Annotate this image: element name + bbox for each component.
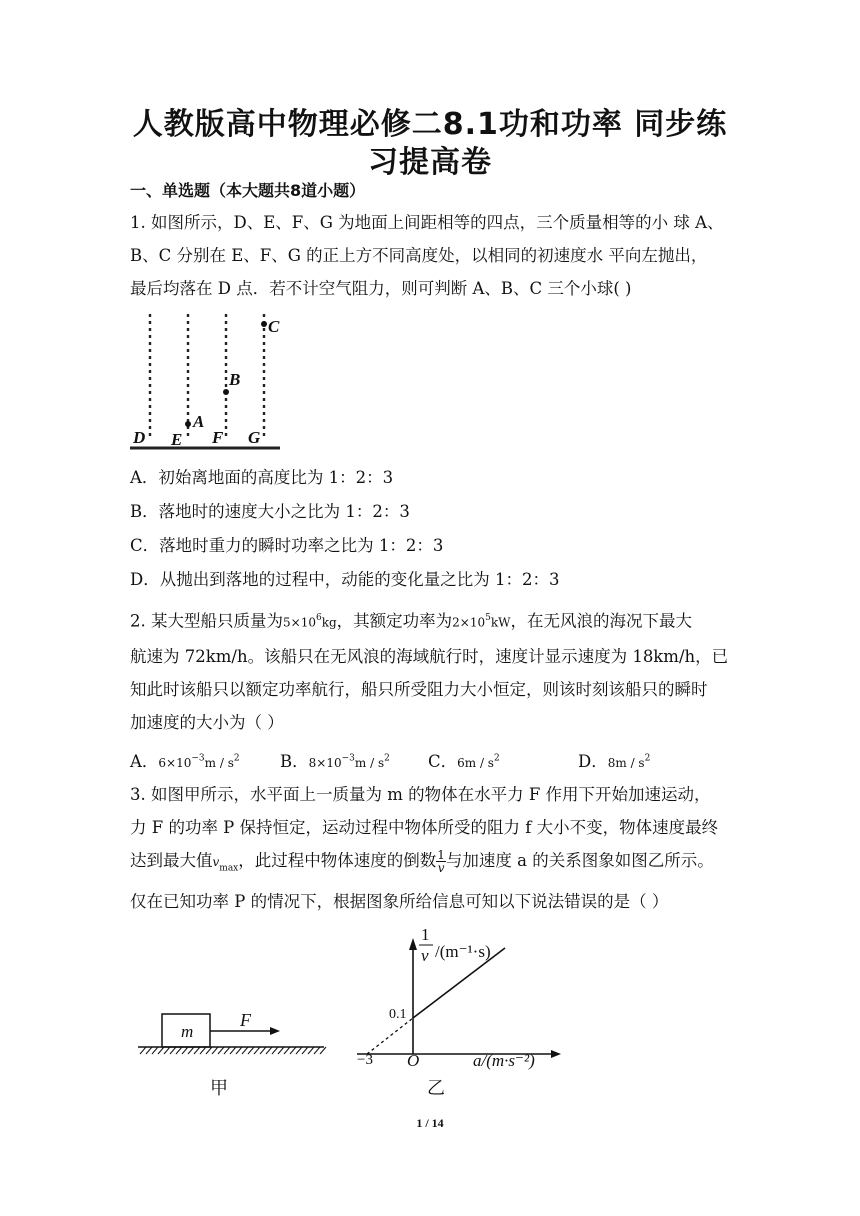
ball-c xyxy=(261,321,267,327)
q1-option-a: A．初始离地面的高度比为 1：2：3 xyxy=(130,468,394,487)
label-g: G xyxy=(248,428,261,447)
label-a: A xyxy=(193,412,205,431)
document-title xyxy=(130,106,730,182)
x-axis-label: a/(m·s⁻²) xyxy=(473,1051,535,1070)
caption-yi: 乙 xyxy=(427,1078,445,1098)
svg-text:/(m⁻¹·s): /(m⁻¹·s) xyxy=(435,942,491,961)
q1-option-b: B．落地时的速度大小之比为 1：2：3 xyxy=(130,502,410,521)
label-d: D xyxy=(133,428,146,447)
svg-text:1: 1 xyxy=(421,926,430,944)
y-intercept-label: 0.1 xyxy=(389,1007,407,1022)
q1-line-2: B、C 分别在 E、F、G 的正上方不同高度处，以相同的初速度水 平向左抛出， xyxy=(130,246,708,265)
q3-line-3: 达到最大值$v_{max}$，此过程中物体速度的倒数 $\frac{1}{v}$与加速度 a 的关系图象如图乙所示。 xyxy=(130,848,714,875)
label-e: E xyxy=(171,430,183,449)
q1-line-3: 最后均落在 D 点．若不计空气阻力，则可判断 A、B、C 三个小球( ) xyxy=(130,279,632,298)
q3-line-2: 力 F 的功率 P 保持恒定，运动过程中物体所受的阻力 f 大小不变，物体速度最终 xyxy=(130,818,719,837)
q1-option-c: C．落地时重力的瞬时功率之比为 1：2：3 xyxy=(130,536,444,555)
svg-text:m: m xyxy=(181,1022,194,1041)
inverse-v-fraction: $\frac{1}{v}$ xyxy=(437,848,445,875)
graph-extension xyxy=(367,1018,413,1054)
q2-line-4: 加速度的大小为（ ） xyxy=(130,712,284,732)
svg-text:O: O xyxy=(407,1051,420,1070)
figure-yi xyxy=(345,926,585,1102)
label-f: F xyxy=(212,428,224,447)
title-line-1: 人教版高中物理必修二8.1功和功率 同步练 xyxy=(132,107,728,142)
label-c: C xyxy=(268,317,280,336)
ball-a xyxy=(185,421,191,427)
question-3-text xyxy=(130,778,730,918)
question-1-text xyxy=(130,206,730,305)
q3-line-1: 3. 如图甲所示，水平面上一质量为 m 的物体在水平力 F 作用下开始加速运动， xyxy=(130,785,711,804)
q2-line-1: 2. 某大型船只质量为$5\times 10^6kg$，其额定功率为$2\times 10^5kW$，在无风浪的海况下最大 xyxy=(130,611,692,631)
caption-jia: 甲 xyxy=(210,1078,228,1098)
question-2-text xyxy=(130,602,730,739)
q2-line-2: 航速为 72km/h。该船只在无风浪的海域航行时，速度计显示速度为 18km/h，已 xyxy=(130,646,729,666)
q1-line-1: 1. 如图所示，D、E、F、G 为地面上间距相等的四点，三个质量相等的小 球 A、 xyxy=(130,213,724,232)
q3-line-4: 仅在已知功率 P 的情况下，根据图象所给信息可知以下说法错误的是（ ） xyxy=(130,892,669,912)
q1-option-d: D．从抛出到落地的过程中，动能的变化量之比为 1：2：3 xyxy=(130,570,560,589)
svg-text:v: v xyxy=(421,946,429,965)
figure-jia xyxy=(130,1004,330,1100)
q2-option-b: B．$8\times 10^{-3}m / s^2$ xyxy=(280,752,390,771)
title-line-2: 习提高卷 xyxy=(368,145,492,180)
q2-option-c: C．$6m / s^2$ xyxy=(428,752,500,771)
x-intercept-label: −3 xyxy=(357,1052,373,1068)
q1-figure xyxy=(130,310,290,452)
page-number: 1 / 14 xyxy=(416,1116,444,1130)
q2-option-a: A．$6\times 10^{-3}m / s^2$ xyxy=(130,752,240,771)
q2-option-d: D．$8m / s^2$ xyxy=(578,752,651,771)
svg-text:F: F xyxy=(240,1010,251,1030)
label-b: B xyxy=(229,370,241,389)
ball-b xyxy=(223,389,229,395)
section-heading: 一、单选题（本大题共8道小题） xyxy=(130,181,366,200)
q2-line-3: 知此时该船只以额定功率航行，船只所受阻力大小恒定，则该时刻该船只的瞬时 xyxy=(130,679,708,699)
